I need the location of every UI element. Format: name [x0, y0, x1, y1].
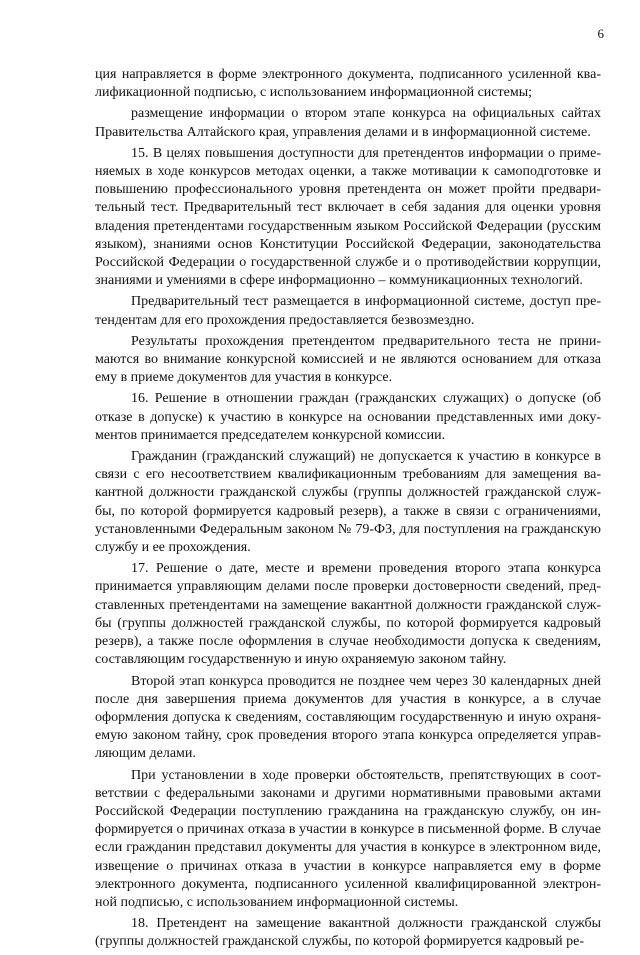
paragraph: Гражданин (гражданский служащий) не допускается к участию в конкурсе в связи с его несоответствием квалификационным требованиям для замещения вакантной должности гражданской службы (группы должностей гражданской службы, по которой формируется кадровый резерв), а также в связи с ограничениями, установленными Федеральным законом № 79-ФЗ, для поступления на гражданскую службу и ее прохождения. [95, 449, 601, 556]
paragraph-item-18: 18. Претендент на замещение вакантной должности гражданской службы (группы должностей гражданской службы, по которой формируется кадровый ре- [95, 916, 601, 950]
document-body [95, 66, 601, 955]
page-number: 6 [597, 26, 604, 41]
paragraph-item-16: 16. Решение в отношении граждан (гражданских служащих) о допуске (об отказе в допуске) к участию в конкурсе на основании представленных ими документов принимается председателем конкурсной комиссии. [95, 391, 601, 443]
paragraph-continuation: ция направляется в форме электронного документа, подписанного усиленной квалификационной подписью, с использованием информационной системы; [95, 67, 601, 101]
paragraph: Второй этап конкурса проводится не позднее чем через 30 календарных дней после дня завершения приема документов для участия в конкурсе, а в случае оформления допуска к сведениям, составляющим государственную и иную охраняемую законом тайну, срок проведения второго этапа конкурса определяется управляющим делами. [95, 673, 601, 762]
paragraph: Предварительный тест размещается в информационной системе, доступ претендентам для его прохождения предоставляется безвозмездно. [95, 294, 601, 328]
paragraph: При установлении в ходе проверки обстоятельств, препятствующих в соответствии с федеральными законами и другими нормативными правовыми актами Российской Федерации поступлению гражданина на гражданскую службу, он информируется о причинах отказа в участии в конкурсе в письменной форме. В случае если гражданин представил документы для участия в конкурсе в электронном виде, извещение о причинах отказа в участии в конкурсе направляется ему в форме электронного документа, подписанного усиленной квалифицированной электронной подписью, с использованием информационной системы. [95, 767, 601, 910]
paragraph: размещение информации о втором этапе конкурса на официальных сайтах Правительства Алтайского края, управления делами и в информационной системе. [95, 106, 601, 140]
paragraph-item-17: 17. Решение о дате, месте и времени проведения второго этапа конкурса принимается управляющим делами после проверки достоверности сведений, представленных претендентами на замещение вакантной должности гражданской службы (группы должностей гражданской службы, по которой формируется кадровый резерв), а также после оформления в случае необходимости допуска к сведениям, составляющим государственную и иную охраняемую законом тайну. [95, 561, 601, 668]
paragraph: Результаты прохождения претендентом предварительного теста не принимаются во внимание конкурсной комиссией и не являются основанием для отказа ему в приеме документов для участия в конкурсе. [95, 333, 601, 386]
paragraph-item-15: 15. В целях повышения доступности для претендентов информации о применяемых в ходе конкурсов методах оценки, а также мотивации к самоподготовке и повышению профессионального уровня претендента он может пройти предварительный тест. Предварительный тест включает в себя задания для оценки уровня владения претендентами государственным языком Российской Федерации (русским языком), знаниями основ Конституции Российской Федерации, законодательства Российской Федерации о государственной службе и о противодействии коррупции, знаниями и умениями в сфере информационно – коммуникационных технологий. [95, 145, 601, 289]
